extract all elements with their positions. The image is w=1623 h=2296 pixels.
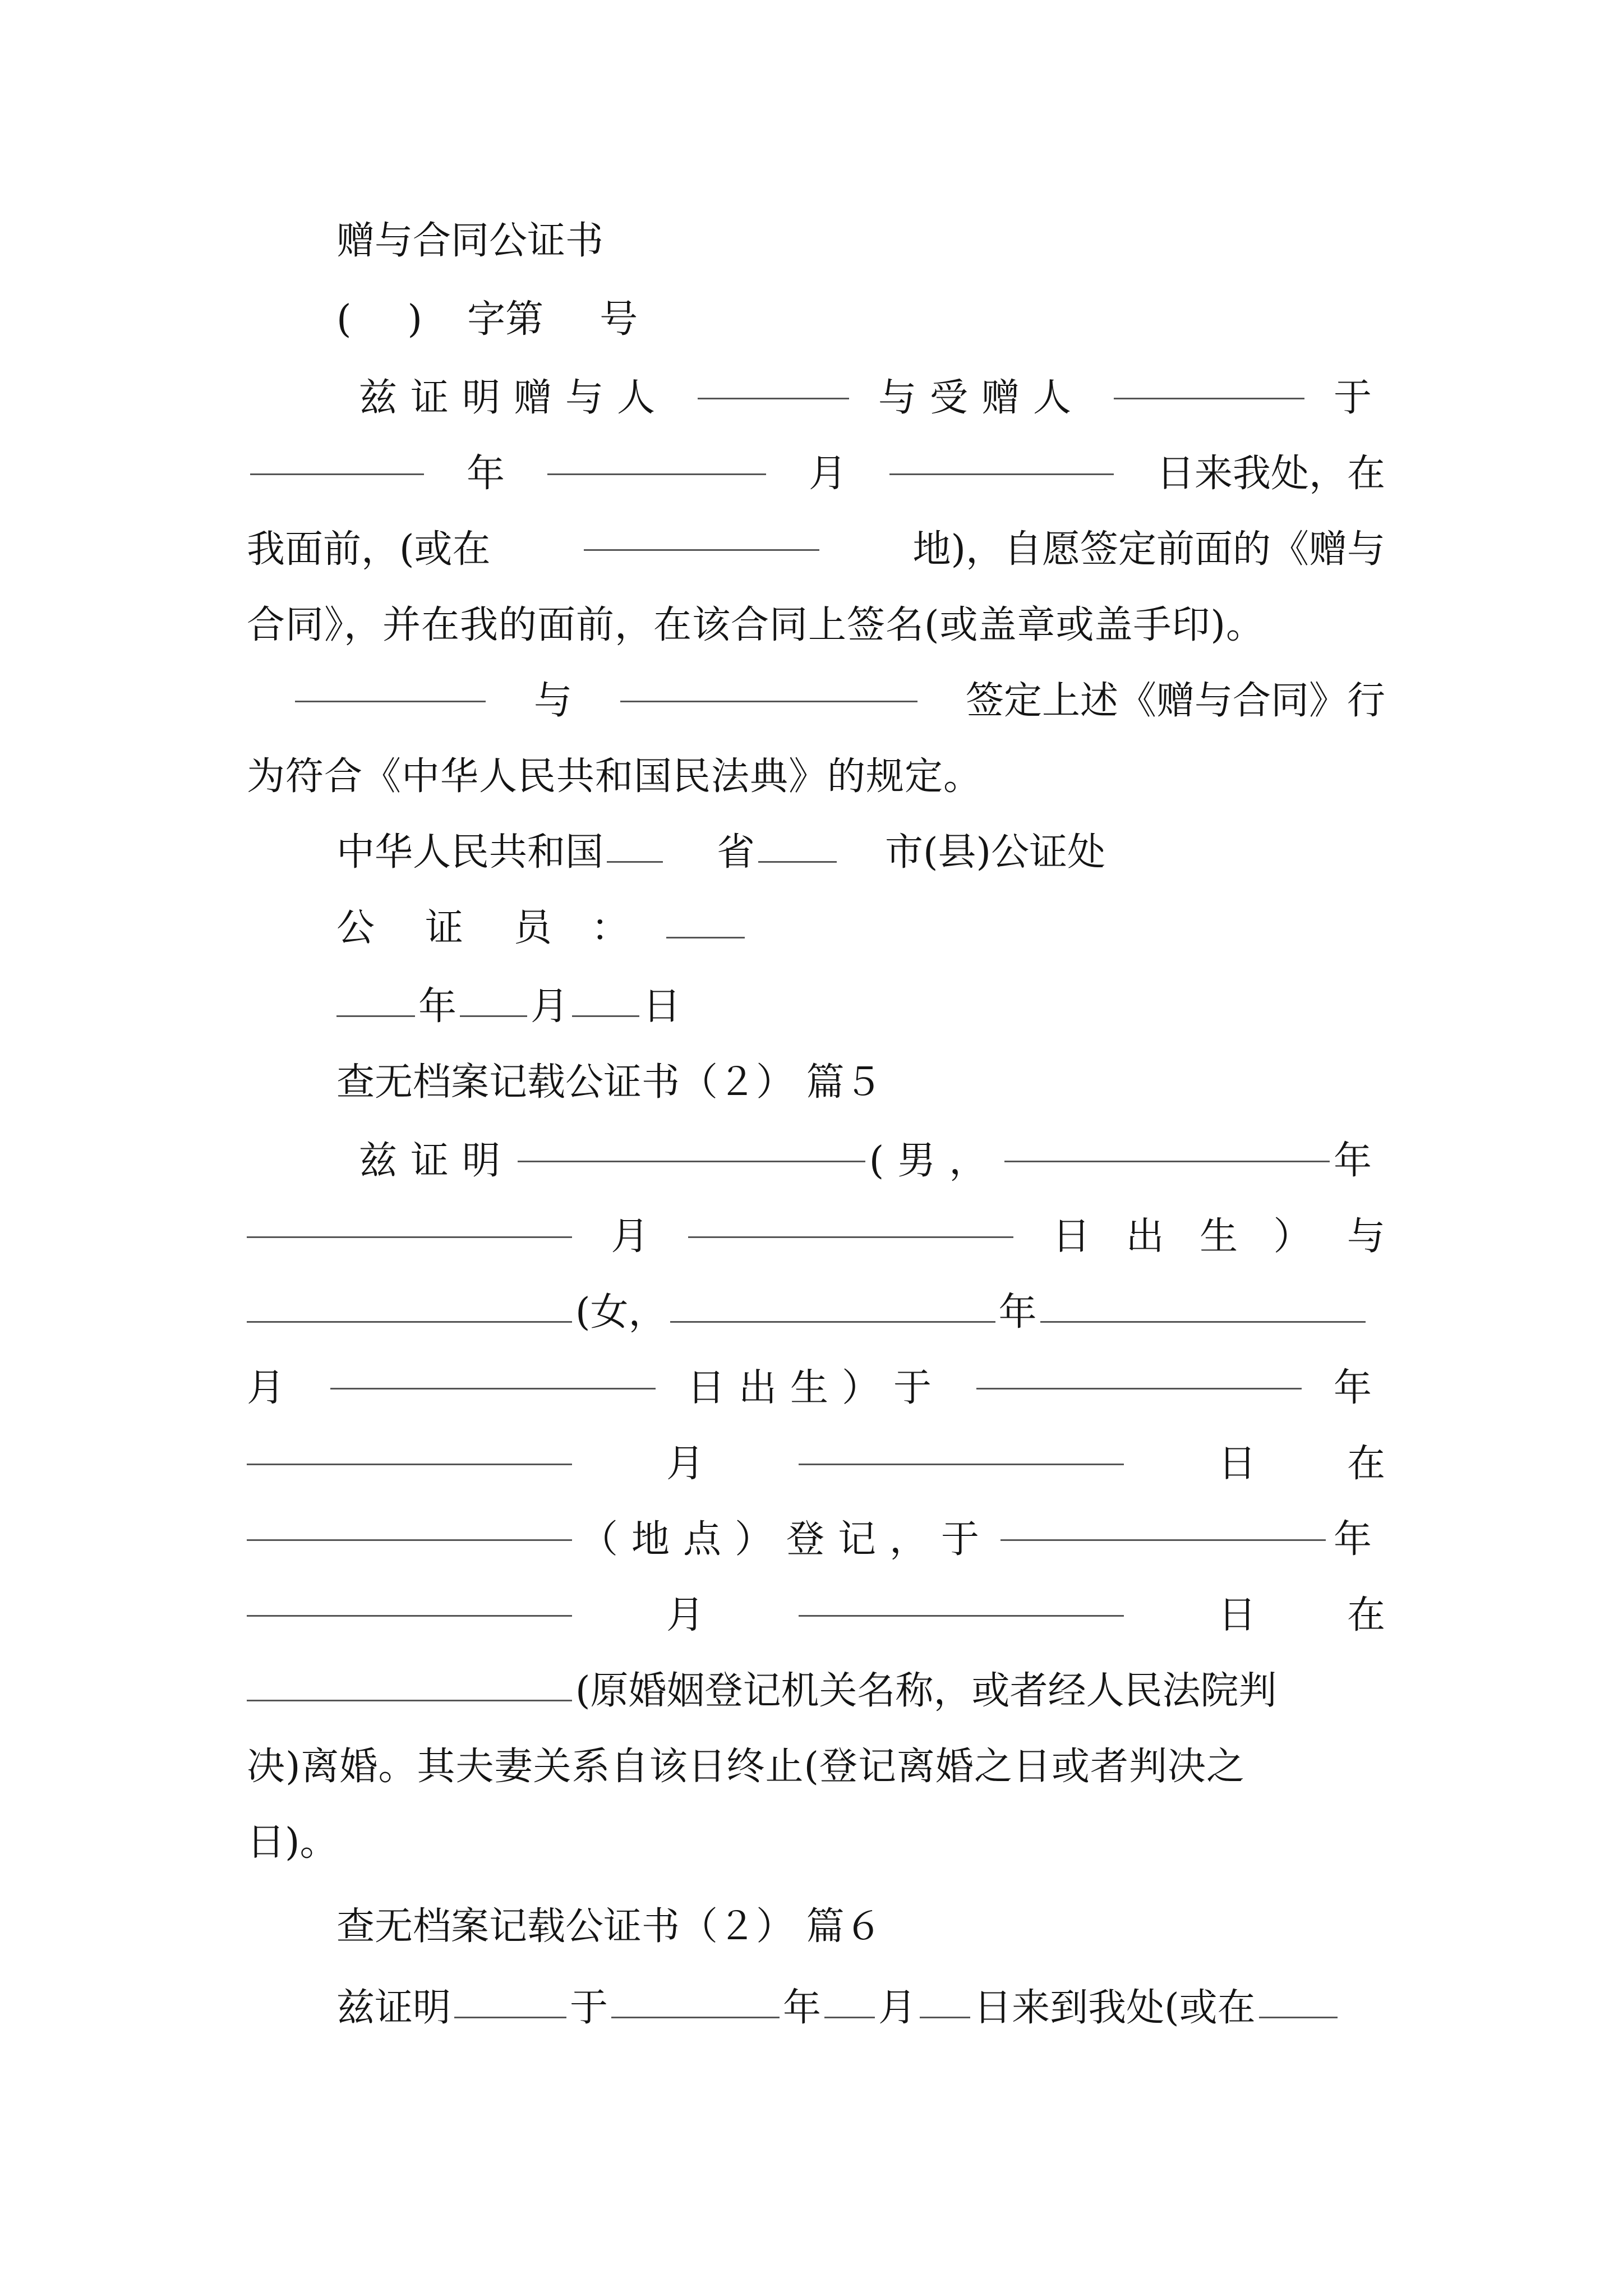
blank-field: [460, 1015, 527, 1017]
text-born-on: 日出生）于: [686, 1366, 945, 1410]
paragraph-line: 决)离婚。其夫妻关系自该日终止(登记离婚之日或者判决之: [247, 1745, 1246, 1789]
text-came-to-office: 日来到我处(或在: [974, 1986, 1256, 2030]
text-year: 年: [1333, 1139, 1385, 1183]
text-yuan: 员: [514, 906, 552, 950]
section-title-part-5: 查无档案记载公证书（２） 篇５: [336, 1060, 883, 1105]
text-month: 月: [531, 984, 569, 1029]
blank-field: [247, 1700, 572, 1701]
text-before-me: 我面前，(或在: [247, 527, 491, 572]
blank-field: [611, 2017, 780, 2018]
text-certify: 兹证明: [359, 1139, 514, 1183]
blank-field: [295, 701, 486, 702]
section-title-part-6: 查无档案记载公证书（２） 篇６: [336, 1904, 883, 1949]
paragraph-line: [247, 519, 1385, 581]
text-year: 年: [466, 452, 505, 496]
text-male: (男，: [869, 1139, 1001, 1183]
blank-field: [920, 2017, 970, 2018]
text-and: 与: [1347, 1214, 1385, 1259]
paragraph-line: [247, 1282, 1385, 1343]
text-yu: 于: [1333, 376, 1385, 420]
text-close-paren: ）: [1273, 1214, 1312, 1259]
text-year: 年: [1333, 1366, 1385, 1410]
text-original-authority: (原婚姻登记机关名称，或者经人民法院判: [575, 1669, 1277, 1713]
text-city-notary-office: 市(县)公证处: [885, 830, 1106, 875]
text-and: 与: [533, 679, 572, 723]
text-at: 在: [1347, 1442, 1385, 1486]
text-year: 年: [998, 1290, 1037, 1335]
paragraph-line: [336, 1977, 1385, 2039]
text-place-signed: 地)，自愿签定前面的《赠与: [912, 527, 1385, 572]
blank-field: [824, 2017, 875, 2018]
blank-field: [889, 473, 1114, 475]
paragraph-line: [247, 1433, 1385, 1495]
blank-field: [518, 1161, 865, 1162]
blank-field: [247, 1321, 572, 1323]
notary-signature-line: [336, 898, 1385, 959]
blank-field: [670, 1321, 995, 1323]
blank-field: [247, 1464, 572, 1465]
blank-field: [607, 861, 663, 863]
paren-open: (: [336, 297, 352, 342]
text-year: 年: [1333, 1517, 1385, 1562]
text-month: 月: [666, 1593, 704, 1637]
notary-office-line: [336, 822, 1385, 884]
blank-field: [698, 398, 849, 399]
blank-field: [688, 1236, 1013, 1238]
paragraph-line: [247, 1660, 1385, 1722]
paragraph-line: [247, 443, 1385, 505]
blank-field: [620, 701, 917, 702]
blank-field: [247, 1615, 572, 1617]
text-prc: 中华人民共和国: [336, 830, 604, 875]
blank-field: [799, 1464, 1124, 1465]
text-colon: ：: [591, 906, 630, 950]
blank-field: [1259, 2017, 1338, 2018]
number-line: [336, 289, 1385, 351]
text-month: 月: [611, 1214, 649, 1259]
paragraph-line: 合同》，并在我的面前，在该合同上签名(或盖章或盖手印)。: [247, 603, 1265, 647]
paragraph-line: [359, 367, 1385, 429]
text-zheng: 证: [425, 906, 464, 950]
blank-field: [336, 1015, 415, 1017]
blank-field: [976, 1388, 1302, 1389]
text-month: 月: [808, 452, 847, 496]
paragraph-line: 为符合《中华人民共和国民法典》的规定。: [247, 754, 983, 799]
text-gong: 公: [336, 906, 375, 950]
date-line: [336, 976, 1385, 1038]
text-yu: 于: [570, 1986, 608, 2030]
text-day: 日: [1052, 1214, 1091, 1259]
paragraph-line: 日)。: [247, 1820, 338, 1865]
text-signed-above: 签定上述《赠与合同》行: [965, 679, 1385, 723]
paren-close: ): [407, 297, 423, 342]
zi-di-label: 字第: [467, 297, 544, 342]
text-month: 月: [247, 1366, 299, 1410]
section-title-gift-contract: 赠与合同公证书: [336, 219, 604, 263]
blank-field: [247, 1236, 572, 1238]
blank-field: [454, 2017, 566, 2018]
blank-field: [1004, 1161, 1330, 1162]
blank-field: [330, 1388, 656, 1389]
text-sheng: 生: [1200, 1214, 1238, 1259]
blank-field: [572, 1015, 639, 1017]
text-donor: 兹证明赠与人: [359, 376, 669, 420]
text-donee: 与受赠人: [878, 376, 1085, 420]
paragraph-line: [247, 1509, 1385, 1571]
blank-field: [799, 1615, 1124, 1617]
blank-field: [666, 937, 745, 938]
text-at: 在: [1347, 1593, 1385, 1637]
text-month: 月: [666, 1442, 704, 1486]
text-female: (女，: [575, 1290, 667, 1335]
blank-field: [758, 861, 837, 863]
blank-field: [1114, 398, 1304, 399]
text-day-came: 日来我处，在: [1156, 452, 1385, 496]
text-certify: 兹证明: [336, 1986, 451, 2030]
text-place-registered: （地点）登记，于: [579, 1517, 993, 1562]
paragraph-line: [247, 1585, 1385, 1646]
text-year: 年: [783, 1986, 822, 2030]
text-day: 日: [643, 984, 681, 1029]
blank-field: [584, 549, 819, 551]
hao-label: 号: [600, 297, 638, 342]
blank-field: [250, 473, 424, 475]
text-chu: 出: [1126, 1214, 1164, 1259]
text-province: 省: [717, 830, 755, 875]
blank-field: [1040, 1321, 1366, 1323]
paragraph-line: [247, 1358, 1385, 1419]
text-day: 日: [1218, 1593, 1256, 1637]
paragraph-line: [247, 1206, 1385, 1268]
text-day: 日: [1218, 1442, 1256, 1486]
paragraph-line: [292, 670, 1385, 732]
blank-field: [1000, 1539, 1326, 1541]
text-year: 年: [418, 984, 457, 1029]
blank-field: [547, 473, 766, 475]
text-month: 月: [878, 1986, 917, 2030]
paragraph-line: [359, 1130, 1385, 1192]
blank-field: [247, 1539, 572, 1541]
